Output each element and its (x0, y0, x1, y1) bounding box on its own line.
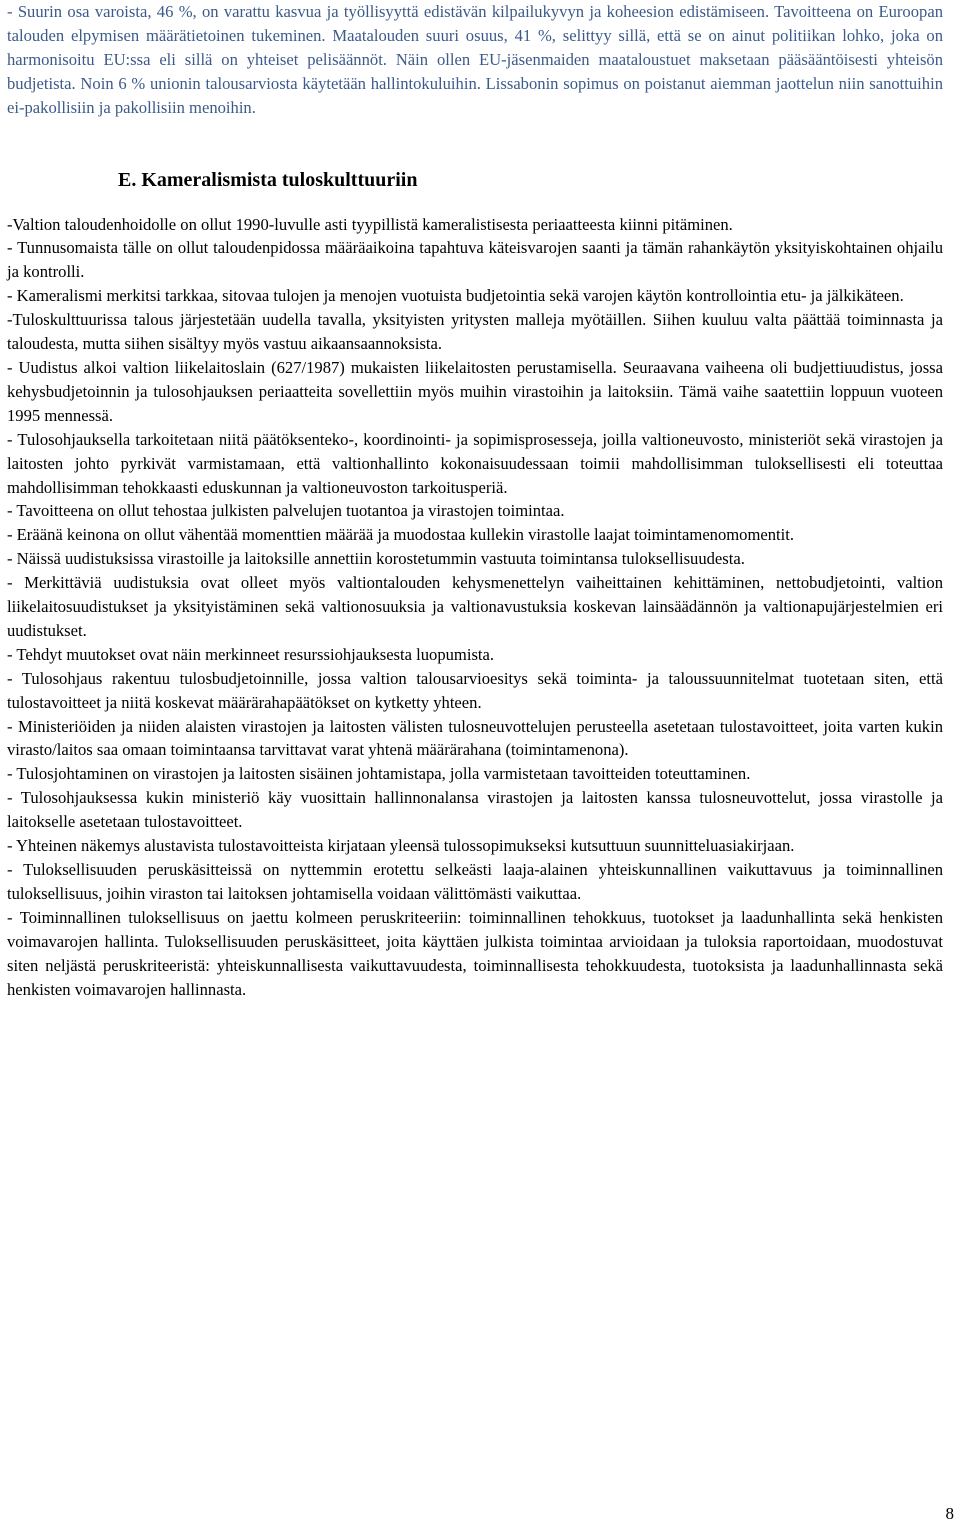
paragraph: - Näissä uudistuksissa virastoille ja laitoksille annettiin korostetummin vastuuta toimintansa tuloksellisuudesta. (7, 549, 745, 569)
paragraph: -Valtion taloudenhoidolle on ollut 1990-luvulle asti tyypillistä kameralistisesta periaatteesta kiinni pitäminen. (7, 214, 733, 234)
paragraph: - Tulosohjaus rakentuu tulosbudjetoinnille, jossa valtion talousarvioesitys sekä toiminta- ja taloussuunnitelmat tuotetaan siten, että tulostavoitteet ja niitä koskevat määrärahapäätökset on kytketty yhteen. (7, 668, 943, 712)
paragraph: - Toiminnallinen tuloksellisuus on jaettu kolmeen peruskriteeriin: toiminnallinen tehokkuus, tuotokset ja laadunhallinta sekä henkisten voimavarojen hallinta. Tuloksellisuuden peruskäsitteet, joita käyttäen julkista toimintaa arvioidaan ja tuloksia raportoidaan, muodostuvat siten neljästä peruskriteeristä: yhteiskunnallisesta vaikuttavuudesta, toiminnallisesta tehokkuudesta, tuotoksista ja laadunhallinnasta sekä henkisten voimavarojen hallinnasta. (7, 907, 943, 999)
paragraph: - Eräänä keinona on ollut vähentää momenttien määrää ja muodostaa kullekin virastolle laajat toimintamenomomentit. (7, 525, 795, 545)
paragraph: - Tunnusomaista tälle on ollut taloudenpidossa määräaikoina tapahtuva käteisvarojen saanti ja tämän rahankäytön yksityiskohtainen ohjailu ja kontrolli. (7, 238, 943, 282)
paragraph: - Uudistus alkoi valtion liikelaitoslain (627/1987) mukaisten liikelaitosten perustamisella. Seuraavana vaiheena oli budjettiuudistus, jossa kehysbudjetoinnin ja tulosohjauksen periaatteita sovellettiin myös muihin virastoihin ja laitoksiin. Tämä vaihe saatettiin loppuun vuoteen 1995 mennessä. (7, 357, 943, 425)
section-body (7, 213, 943, 1002)
paragraph: - Tulosjohtaminen on virastojen ja laitosten sisäinen johtamistapa, jolla varmistetaan tavoitteiden toteuttaminen. (7, 764, 751, 784)
paragraph: - Tuloksellisuuden peruskäsitteissä on nyttemmin erotettu selkeästi laaja-alainen yhteiskunnallinen vaikuttavuus ja toiminnallinen tuloksellisuus, joihin viraston tai laitoksen johtamisella voidaan välittömästi vaikuttaa. (7, 860, 943, 903)
paragraph: - Kameralismi merkitsi tarkkaa, sitovaa tulojen ja menojen vuotuista budjetointia sekä varojen käytön kontrollointia etu- ja jälkikäteen. (7, 286, 904, 306)
intro-paragraph: - Suurin osa varoista, 46 %, on varattu kasvua ja työllisyyttä edistävän kilpailukyvyn ja koheesion edistämiseen. Tavoitteena on Euroopan talouden elpymisen määrätietoinen tukeminen. Maatalouden suuri osuus, 41 %, selittyy sillä, että se on ainut politiikan lohko, joka on harmonisoitu EU:ssa eli sillä on yhteiset pelisäännöt. Näin ollen EU-jäsenmaiden maataloustuet maksetaan pääsääntöisesti yhteisön budjetista. Noin 6 % unionin talousarviosta käytetään hallintokuluihin. Lissabonin sopimus on poistanut aiemman jaottelun niin sanottuihin ei-pakollisiin ja pakollisiin menoihin. (7, 2, 943, 117)
paragraph: - Ministeriöiden ja niiden alaisten virastojen ja laitosten välisten tulosneuvottelujen perusteella asetetaan tulostavoitteet, joita varten kukin virasto/laitos saa omaan toimintaansa tarvittavat varat yhtenä määrärahana (toimintamenona). (7, 716, 943, 760)
paragraph: - Yhteinen näkemys alustavista tulostavoitteista kirjataan yleensä tulossopimukseksi kutsuttuun suunnitteluasiakirjaan. (7, 836, 795, 856)
paragraph: - Tehdyt muutokset ovat näin merkinneet resurssiohjauksesta luopumista. (7, 644, 495, 664)
paragraph: - Tulosohjauksella tarkoitetaan niitä päätöksenteko-, koordinointi- ja sopimisprosesseja, joilla valtioneuvosto, ministeriöt sekä virastojen ja laitosten johto pyrkivät varmistamaan, että valtionhallinto kokonaisuudessaan toimii mahdollisimman tuloksellisesti eli toteuttaa mahdollisimman tehokkaasti eduskunnan ja valtioneuvoston tarkoitusperiä. (7, 429, 943, 497)
paragraph: - Tavoitteena on ollut tehostaa julkisten palvelujen tuotantoa ja virastojen toimintaa. (7, 501, 565, 521)
page-number: 8 (945, 1504, 954, 1523)
paragraph: - Merkittäviä uudistuksia ovat olleet myös valtiontalouden kehysmenettelyn vaiheittainen kehittäminen, nettobudjetointi, valtion liikelaitosuudistukset ja yksityistäminen sekä valtionosuuksia ja valtionavustuksia koskevan lainsäädännön ja valtionapujärjestelmien eri uudistukset. (7, 573, 943, 640)
paragraph: -Tuloskulttuurissa talous järjestetään uudella tavalla, yksityisten yritysten malleja myötäillen. Siihen kuuluu valta päättää toiminnasta ja taloudesta, mutta siihen sisältyy myös vastuu aikaansaannoksista. (7, 310, 943, 354)
section-heading: E. Kameralismista tuloskulttuuriin (118, 168, 418, 191)
paragraph: - Tulosohjauksessa kukin ministeriö käy vuosittain hallinnonalansa virastojen ja laitosten kanssa tulosneuvottelut, jossa virastolle ja laitokselle asetetaan tulostavoitteet. (7, 788, 943, 832)
